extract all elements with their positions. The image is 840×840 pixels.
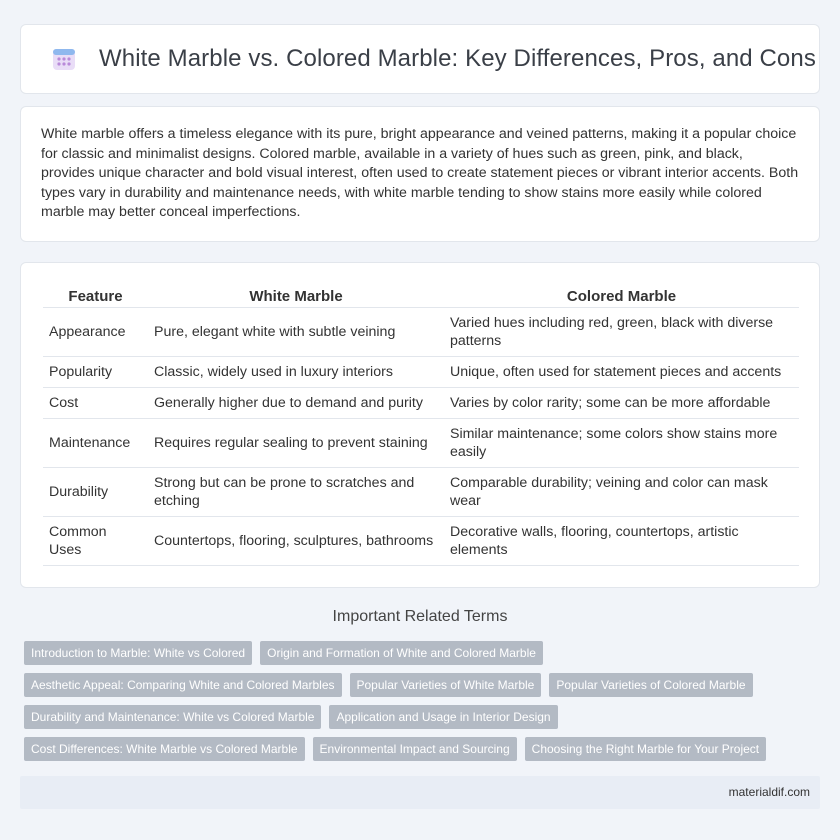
related-term-tag[interactable]: Aesthetic Appeal: Comparing White and Colored Marbles (24, 673, 342, 697)
table-row (43, 419, 799, 468)
tag-row (24, 641, 824, 665)
comparison-table-card (20, 262, 820, 588)
table-cell-colored: Similar maintenance; some colors show stains more easily (444, 419, 799, 468)
comparison-table (43, 285, 799, 566)
related-term-tag[interactable]: Popular Varieties of White Marble (350, 673, 542, 697)
table-cell-feature: Durability (43, 468, 148, 517)
related-term-tag[interactable]: Environmental Impact and Sourcing (313, 737, 517, 761)
table-row (43, 468, 799, 517)
footer (20, 776, 820, 809)
intro-card (20, 106, 820, 242)
related-term-tag[interactable]: Choosing the Right Marble for Your Project (525, 737, 766, 761)
related-term-tag[interactable]: Durability and Maintenance: White vs Colored Marble (24, 705, 321, 729)
table-cell-white: Countertops, flooring, sculptures, bathrooms (148, 517, 444, 566)
table-cell-white: Generally higher due to demand and purity (148, 388, 444, 419)
table-cell-white: Classic, widely used in luxury interiors (148, 357, 444, 388)
table-row (43, 517, 799, 566)
table-row (43, 388, 799, 419)
table-cell-colored: Varied hues including red, green, black with diverse patterns (444, 308, 799, 357)
column-header-white-marble: White Marble (148, 285, 444, 308)
table-cell-feature: Cost (43, 388, 148, 419)
page-title: White Marble vs. Colored Marble: Key Differences, Pros, and Cons (99, 45, 816, 72)
table-cell-colored: Unique, often used for statement pieces and accents (444, 357, 799, 388)
table-header-row (43, 285, 799, 308)
table-cell-colored: Decorative walls, flooring, countertops, artistic elements (444, 517, 799, 566)
related-term-tag[interactable]: Application and Usage in Interior Design (329, 705, 557, 729)
table-cell-colored: Varies by color rarity; some can be more affordable (444, 388, 799, 419)
related-term-tag[interactable]: Popular Varieties of Colored Marble (549, 673, 752, 697)
related-terms-title: Important Related Terms (332, 608, 508, 625)
table-row (43, 357, 799, 388)
tag-row (24, 705, 824, 729)
table-cell-white: Strong but can be prone to scratches and etching (148, 468, 444, 517)
table-cell-feature: Common Uses (43, 517, 148, 566)
related-term-tag[interactable]: Introduction to Marble: White vs Colored (24, 641, 252, 665)
tag-row (24, 673, 824, 697)
table-row (43, 308, 799, 357)
related-term-tag[interactable]: Cost Differences: White Marble vs Colored Marble (24, 737, 305, 761)
table-cell-colored: Comparable durability; veining and color can mask wear (444, 468, 799, 517)
footer-site-name[interactable]: materialdif.com (728, 785, 810, 799)
header-card (20, 24, 820, 94)
table-cell-feature: Appearance (43, 308, 148, 357)
related-term-tag[interactable]: Origin and Formation of White and Colored Marble (260, 641, 543, 665)
table-cell-feature: Maintenance (43, 419, 148, 468)
calendar-grid-icon (51, 46, 77, 72)
column-header-colored-marble: Colored Marble (444, 285, 799, 308)
table-cell-white: Pure, elegant white with subtle veining (148, 308, 444, 357)
table-cell-white: Requires regular sealing to prevent staining (148, 419, 444, 468)
tag-row (24, 737, 824, 761)
table-cell-feature: Popularity (43, 357, 148, 388)
column-header-feature: Feature (43, 285, 148, 308)
intro-paragraph: White marble offers a timeless elegance with its pure, bright appearance and veined patterns, making it a popular choice for classic and minimalist designs. Colored marble, available in a variety of hues such as green, pink, and black, provides unique character and bold visual interest, often used to create statement pieces or vibrant interior accents. Both types vary in durability and maintenance needs, with white marble tending to show stains more easily while colored marble may better conceal imperfections. (41, 126, 799, 220)
related-terms-list (24, 641, 824, 769)
